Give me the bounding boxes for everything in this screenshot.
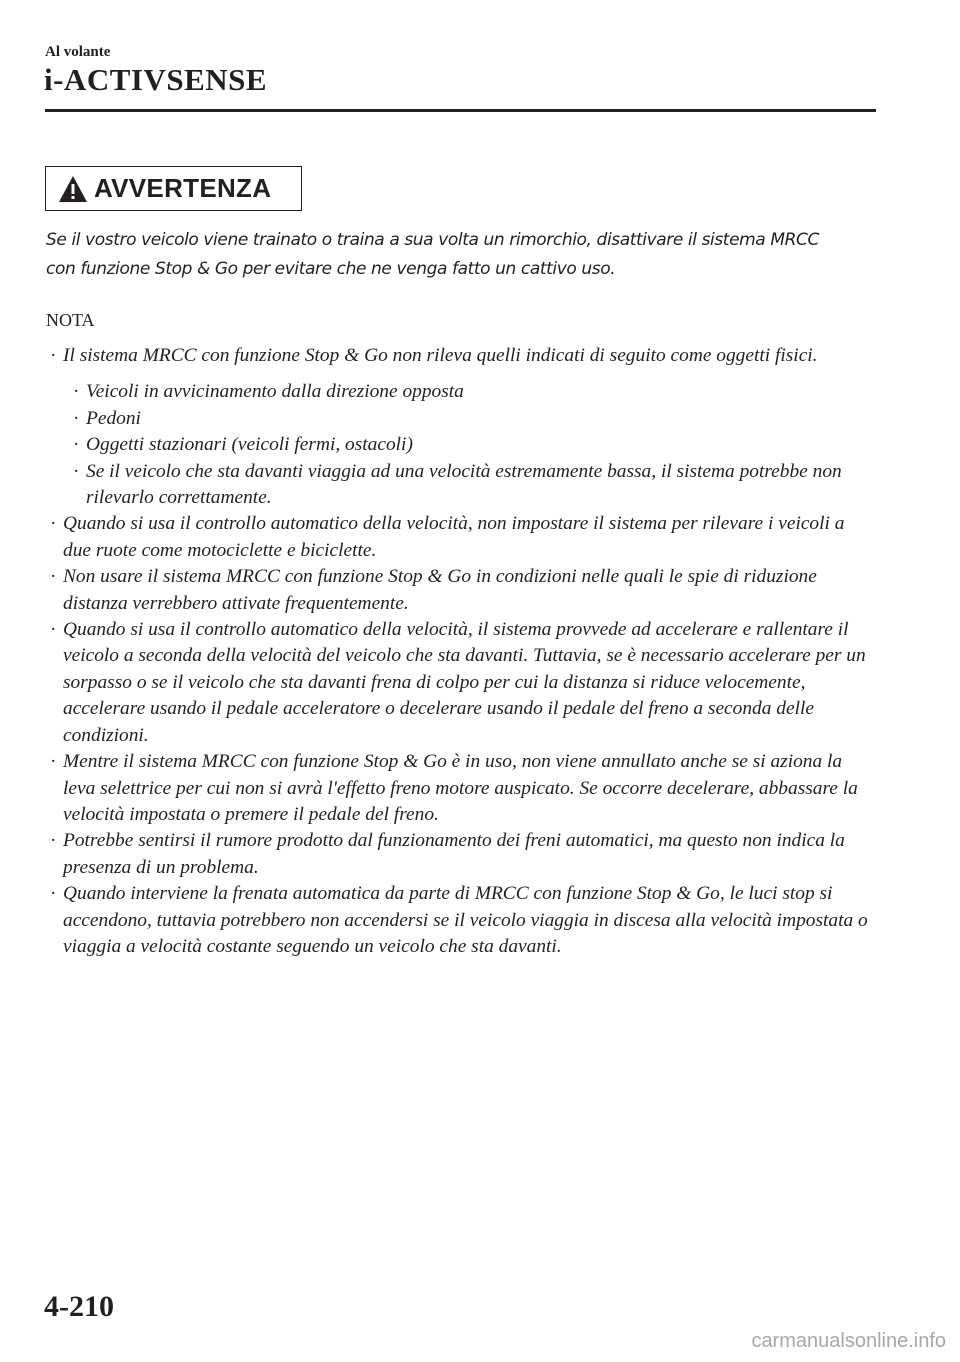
note-item: · Mentre il sistema MRCC con funzione Stop & Go è in uso, non viene annullato anche se si aziona la leva selettrice per cui non si avrà l'effetto freno motore auspicato. Se occorre decelerare, abbassare la velocità impostata o premere il pedale del freno. [63, 749, 875, 828]
note-sub-item: · Oggetti stazionari (veicoli fermi, ostacoli) [86, 432, 876, 458]
note-item: · Quando interviene la frenata automatica da parte di MRCC con funzione Stop & Go, le luci stop si accendono, tuttavia potrebbero non accendersi se il veicolo viaggia in discesa alla velocità impostata o viaggia a velocità costante seguendo un veicolo che sta davanti. [63, 881, 875, 960]
warning-triangle-icon [58, 175, 88, 203]
note-item: · Quando si usa il controllo automatico della velocità, il sistema provvede ad accelerare e rallentare il veicolo a seconda della velocità del veicolo che sta davanti. Tuttavia, se è necessario accelerare per un sorpasso o se il veicolo che sta davanti frena di colpo per cui la distanza si riduce velocemente, accelerare usando il pedale acceleratore o decelerare usando il pedale del freno a seconda delle condizioni. [63, 617, 875, 749]
section-label: Al volante [45, 44, 111, 60]
warning-box [45, 166, 302, 211]
warning-text: Se il vostro veicolo viene trainato o traina a sua volta un rimorchio, disattivare il sistema MRCC con funzione Stop & Go per evitare che ne venga fatto un cattivo uso. [46, 230, 819, 279]
note-sub-item: · Se il veicolo che sta davanti viaggia ad una velocità estremamente bassa, il sistema potrebbe non rilevarlo correttamente. [86, 459, 876, 512]
chapter-title: i-ACTIVSENSE [44, 62, 268, 97]
note-item: · Non usare il sistema MRCC con funzione Stop & Go in condizioni nelle quali le spie di riduzione distanza verrebbero attivate frequentemente. [63, 564, 875, 617]
title-rule [45, 109, 876, 112]
warning-label: AVVERTENZA [94, 173, 272, 203]
note-sub-item: · Veicoli in avvicinamento dalla direzione opposta [86, 379, 876, 405]
note-sub-item: · Pedoni [86, 406, 876, 432]
note-item-intro: · Il sistema MRCC con funzione Stop & Go non rileva quelli indicati di seguito come oggetti fisici. [63, 343, 875, 369]
note-label: NOTA [46, 310, 95, 330]
page-number: 4-210 [44, 1290, 114, 1323]
note-list [0, 343, 960, 960]
note-item: · Potrebbe sentirsi il rumore prodotto dal funzionamento dei freni automatici, ma questo non indica la presenza di un problema. [63, 828, 875, 881]
watermark: carmanualsonline.info [751, 1330, 946, 1352]
note-item: · Quando si usa il controllo automatico della velocità, non impostare il sistema per rilevare i veicoli a due ruote come motociclette e biciclette. [63, 511, 875, 564]
